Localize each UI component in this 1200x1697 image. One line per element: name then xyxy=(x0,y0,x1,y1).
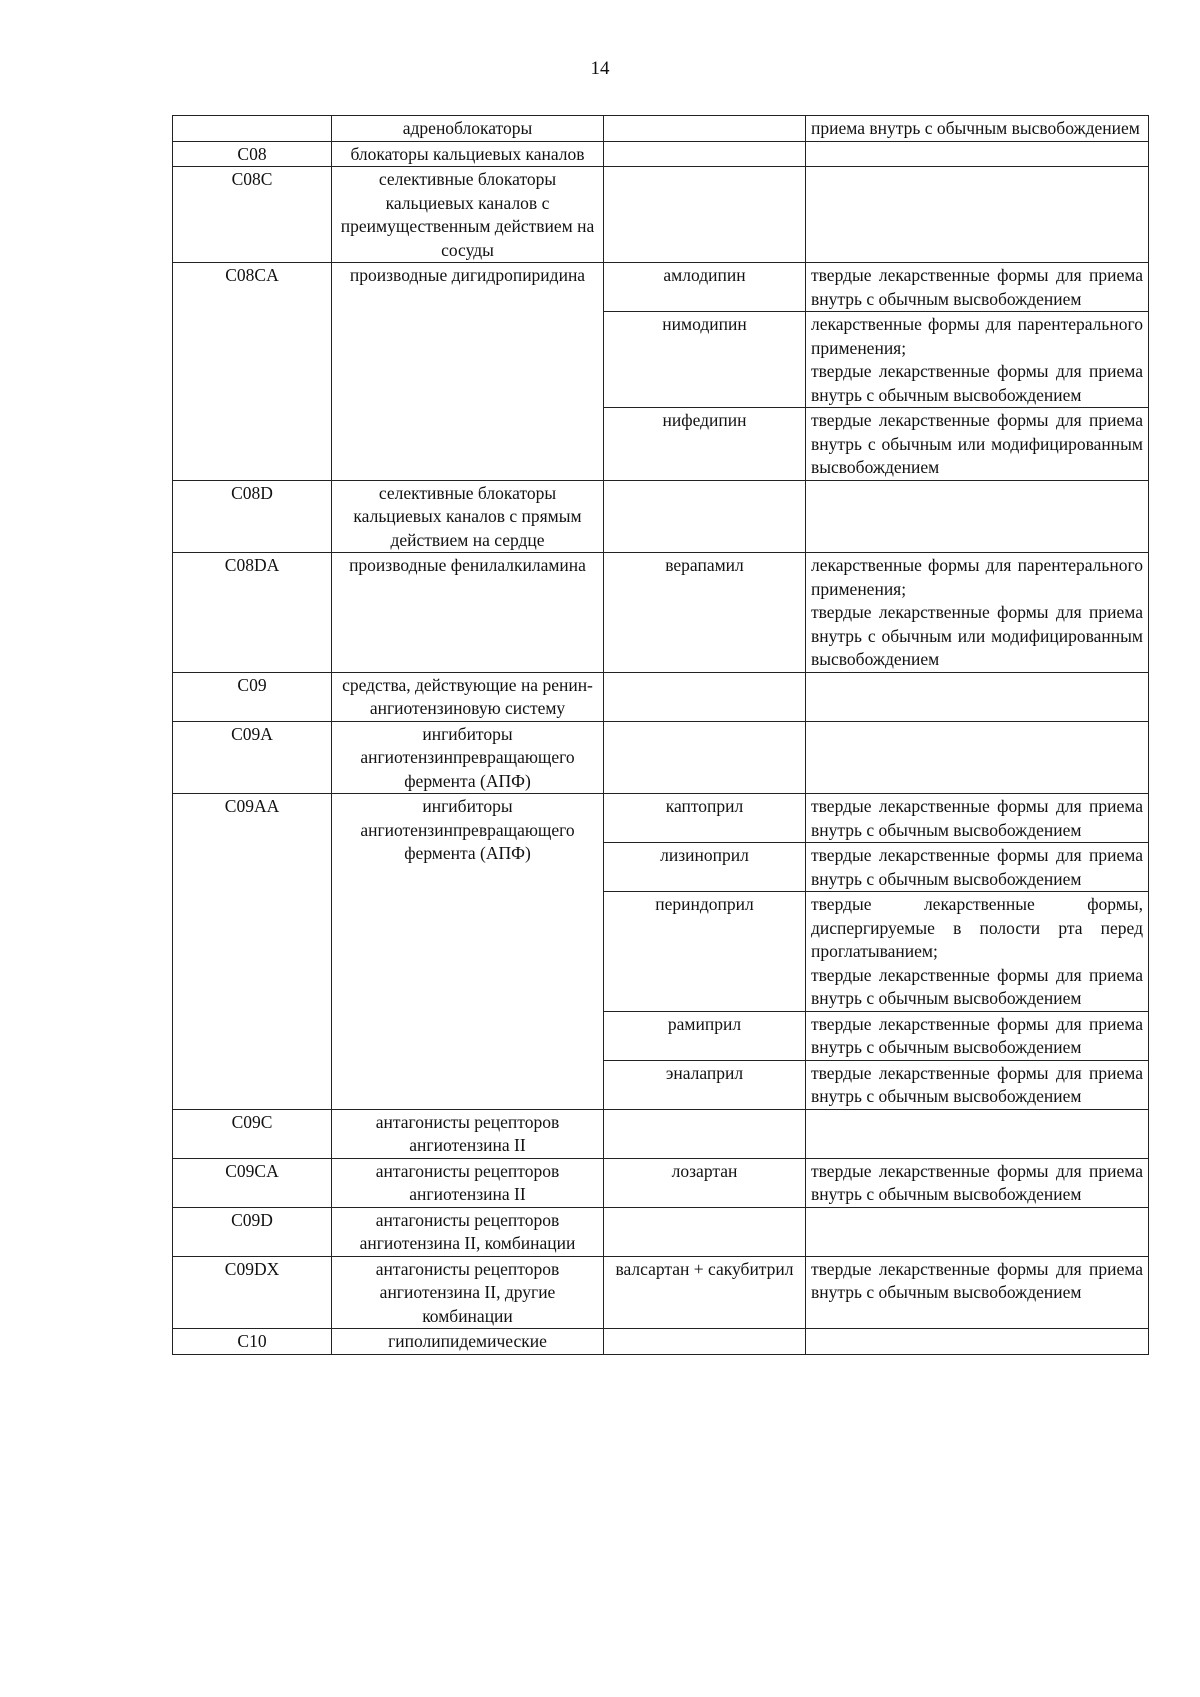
dosage-form-cell xyxy=(806,553,1149,673)
dosage-form-cell xyxy=(806,672,1149,721)
dosage-form-cell xyxy=(806,167,1149,263)
table-row xyxy=(173,1109,1149,1158)
table-row xyxy=(173,1329,1149,1355)
dosage-form-text: приема внутрь с обычным высвобождением xyxy=(811,118,1140,138)
drug-name-cell: эналаприл xyxy=(604,1060,806,1109)
dosage-form-text: твердые лекарственные формы для приема внутрь с обычным или модифицированным высвобождением xyxy=(811,602,1143,669)
anatomical-therapeutic-group-cell: производные дигидропиридина xyxy=(332,263,604,481)
drug-name-cell: периндоприл xyxy=(604,892,806,1012)
dosage-form-text: лекарственные формы для парентерального применения; xyxy=(811,314,1143,358)
drug-name-cell: амлодипин xyxy=(604,263,806,312)
dosage-form-text: твердые лекарственные формы для приема внутрь с обычным высвобождением xyxy=(811,1160,1143,1204)
anatomical-therapeutic-group-cell: гиполипидемические xyxy=(332,1329,604,1355)
atc-code-cell: C10 xyxy=(173,1329,332,1355)
dosage-form-cell xyxy=(806,263,1149,312)
atc-code-cell: C09A xyxy=(173,721,332,794)
anatomical-therapeutic-group-cell: селективные блокаторы кальциевых каналов с прямым действием на сердце xyxy=(332,480,604,553)
drug-name-cell: валсартан + сакубитрил xyxy=(604,1256,806,1329)
drug-name-cell: лизиноприл xyxy=(604,843,806,892)
atc-code-cell: C09CA xyxy=(173,1158,332,1207)
dosage-form-cell xyxy=(806,1207,1149,1256)
dosage-form-cell xyxy=(806,843,1149,892)
atc-code-cell: C09AA xyxy=(173,794,332,1110)
table-row xyxy=(173,263,1149,312)
table-row xyxy=(173,167,1149,263)
dosage-form-cell xyxy=(806,312,1149,408)
dosage-form-text: твердые лекарственные формы для приема внутрь с обычным высвобождением xyxy=(811,1258,1143,1302)
dosage-form-cell xyxy=(806,1011,1149,1060)
dosage-form-cell xyxy=(806,116,1149,142)
drug-name-cell: верапамил xyxy=(604,553,806,673)
dosage-form-cell xyxy=(806,721,1149,794)
anatomical-therapeutic-group-cell: адреноблокаторы xyxy=(332,116,604,142)
table-body xyxy=(173,116,1149,1355)
anatomical-therapeutic-group-cell: селективные блокаторы кальциевых каналов с преимущественным действием на сосуды xyxy=(332,167,604,263)
dosage-form-text: твердые лекарственные формы для приема внутрь с обычным высвобождением xyxy=(811,361,1143,405)
dosage-form-cell xyxy=(806,1109,1149,1158)
table-row xyxy=(173,1207,1149,1256)
drug-name-cell: каптоприл xyxy=(604,794,806,843)
table-row xyxy=(173,1256,1149,1329)
anatomical-therapeutic-group-cell: ингибиторы ангиотензинпревращающего фермента (АПФ) xyxy=(332,794,604,1110)
drug-name-cell: нимодипин xyxy=(604,312,806,408)
table-row xyxy=(173,1158,1149,1207)
drug-name-cell xyxy=(604,480,806,553)
drug-name-cell xyxy=(604,1207,806,1256)
dosage-form-text: твердые лекарственные формы для приема внутрь с обычным высвобождением xyxy=(811,265,1143,309)
table-row xyxy=(173,672,1149,721)
table-row xyxy=(173,721,1149,794)
dosage-form-cell xyxy=(806,480,1149,553)
table-row xyxy=(173,141,1149,167)
anatomical-therapeutic-group-cell: блокаторы кальциевых каналов xyxy=(332,141,604,167)
anatomical-therapeutic-group-cell: производные фенилалкиламина xyxy=(332,553,604,673)
atc-code-cell: C08C xyxy=(173,167,332,263)
table-row xyxy=(173,794,1149,843)
page-number: 14 xyxy=(590,58,610,79)
table-row xyxy=(173,116,1149,142)
drug-name-cell xyxy=(604,141,806,167)
dosage-form-text: твердые лекарственные формы для приема внутрь с обычным высвобождением xyxy=(811,964,1143,1008)
dosage-form-cell xyxy=(806,1158,1149,1207)
dosage-form-cell xyxy=(806,794,1149,843)
anatomical-therapeutic-group-cell: средства, действующие на ренин-ангиотензиновую систему xyxy=(332,672,604,721)
medication-table xyxy=(172,115,1149,1355)
dosage-form-text: твердые лекарственные формы для приема внутрь с обычным высвобождением xyxy=(811,1062,1143,1106)
dosage-form-cell xyxy=(806,141,1149,167)
atc-code-cell: C09D xyxy=(173,1207,332,1256)
dosage-form-text: лекарственные формы для парентерального применения; xyxy=(811,555,1143,599)
anatomical-therapeutic-group-cell: антагонисты рецепторов ангиотензина II, комбинации xyxy=(332,1207,604,1256)
dosage-form-cell xyxy=(806,1060,1149,1109)
drug-name-cell xyxy=(604,672,806,721)
drug-name-cell: нифедипин xyxy=(604,408,806,481)
dosage-form-text: твердые лекарственные формы, диспергируемые в полости рта перед проглатыванием; xyxy=(811,894,1143,961)
atc-code-cell: C08D xyxy=(173,480,332,553)
atc-code-cell: C08CA xyxy=(173,263,332,481)
atc-code-cell: C09 xyxy=(173,672,332,721)
dosage-form-text: твердые лекарственные формы для приема внутрь с обычным или модифицированным высвобождением xyxy=(811,410,1143,477)
dosage-form-cell xyxy=(806,408,1149,481)
drug-name-cell xyxy=(604,1109,806,1158)
drug-name-cell xyxy=(604,167,806,263)
anatomical-therapeutic-group-cell: антагонисты рецепторов ангиотензина II xyxy=(332,1158,604,1207)
atc-code-cell: C08 xyxy=(173,141,332,167)
table-row xyxy=(173,480,1149,553)
drug-name-cell xyxy=(604,1329,806,1355)
atc-code-cell: C09DX xyxy=(173,1256,332,1329)
anatomical-therapeutic-group-cell: антагонисты рецепторов ангиотензина II, другие комбинации xyxy=(332,1256,604,1329)
dosage-form-cell xyxy=(806,892,1149,1012)
table-row xyxy=(173,553,1149,673)
dosage-form-cell xyxy=(806,1329,1149,1355)
dosage-form-text: твердые лекарственные формы для приема внутрь с обычным высвобождением xyxy=(811,1013,1143,1057)
atc-code-cell: C08DA xyxy=(173,553,332,673)
atc-code-cell xyxy=(173,116,332,142)
drug-name-cell xyxy=(604,721,806,794)
atc-code-cell: C09C xyxy=(173,1109,332,1158)
dosage-form-text: твердые лекарственные формы для приема внутрь с обычным высвобождением xyxy=(811,845,1143,889)
anatomical-therapeutic-group-cell: ингибиторы ангиотензинпревращающего фермента (АПФ) xyxy=(332,721,604,794)
drug-name-cell xyxy=(604,116,806,142)
dosage-form-cell xyxy=(806,1256,1149,1329)
drug-name-cell: лозартан xyxy=(604,1158,806,1207)
anatomical-therapeutic-group-cell: антагонисты рецепторов ангиотензина II xyxy=(332,1109,604,1158)
dosage-form-text: твердые лекарственные формы для приема внутрь с обычным высвобождением xyxy=(811,796,1143,840)
drug-name-cell: рамиприл xyxy=(604,1011,806,1060)
